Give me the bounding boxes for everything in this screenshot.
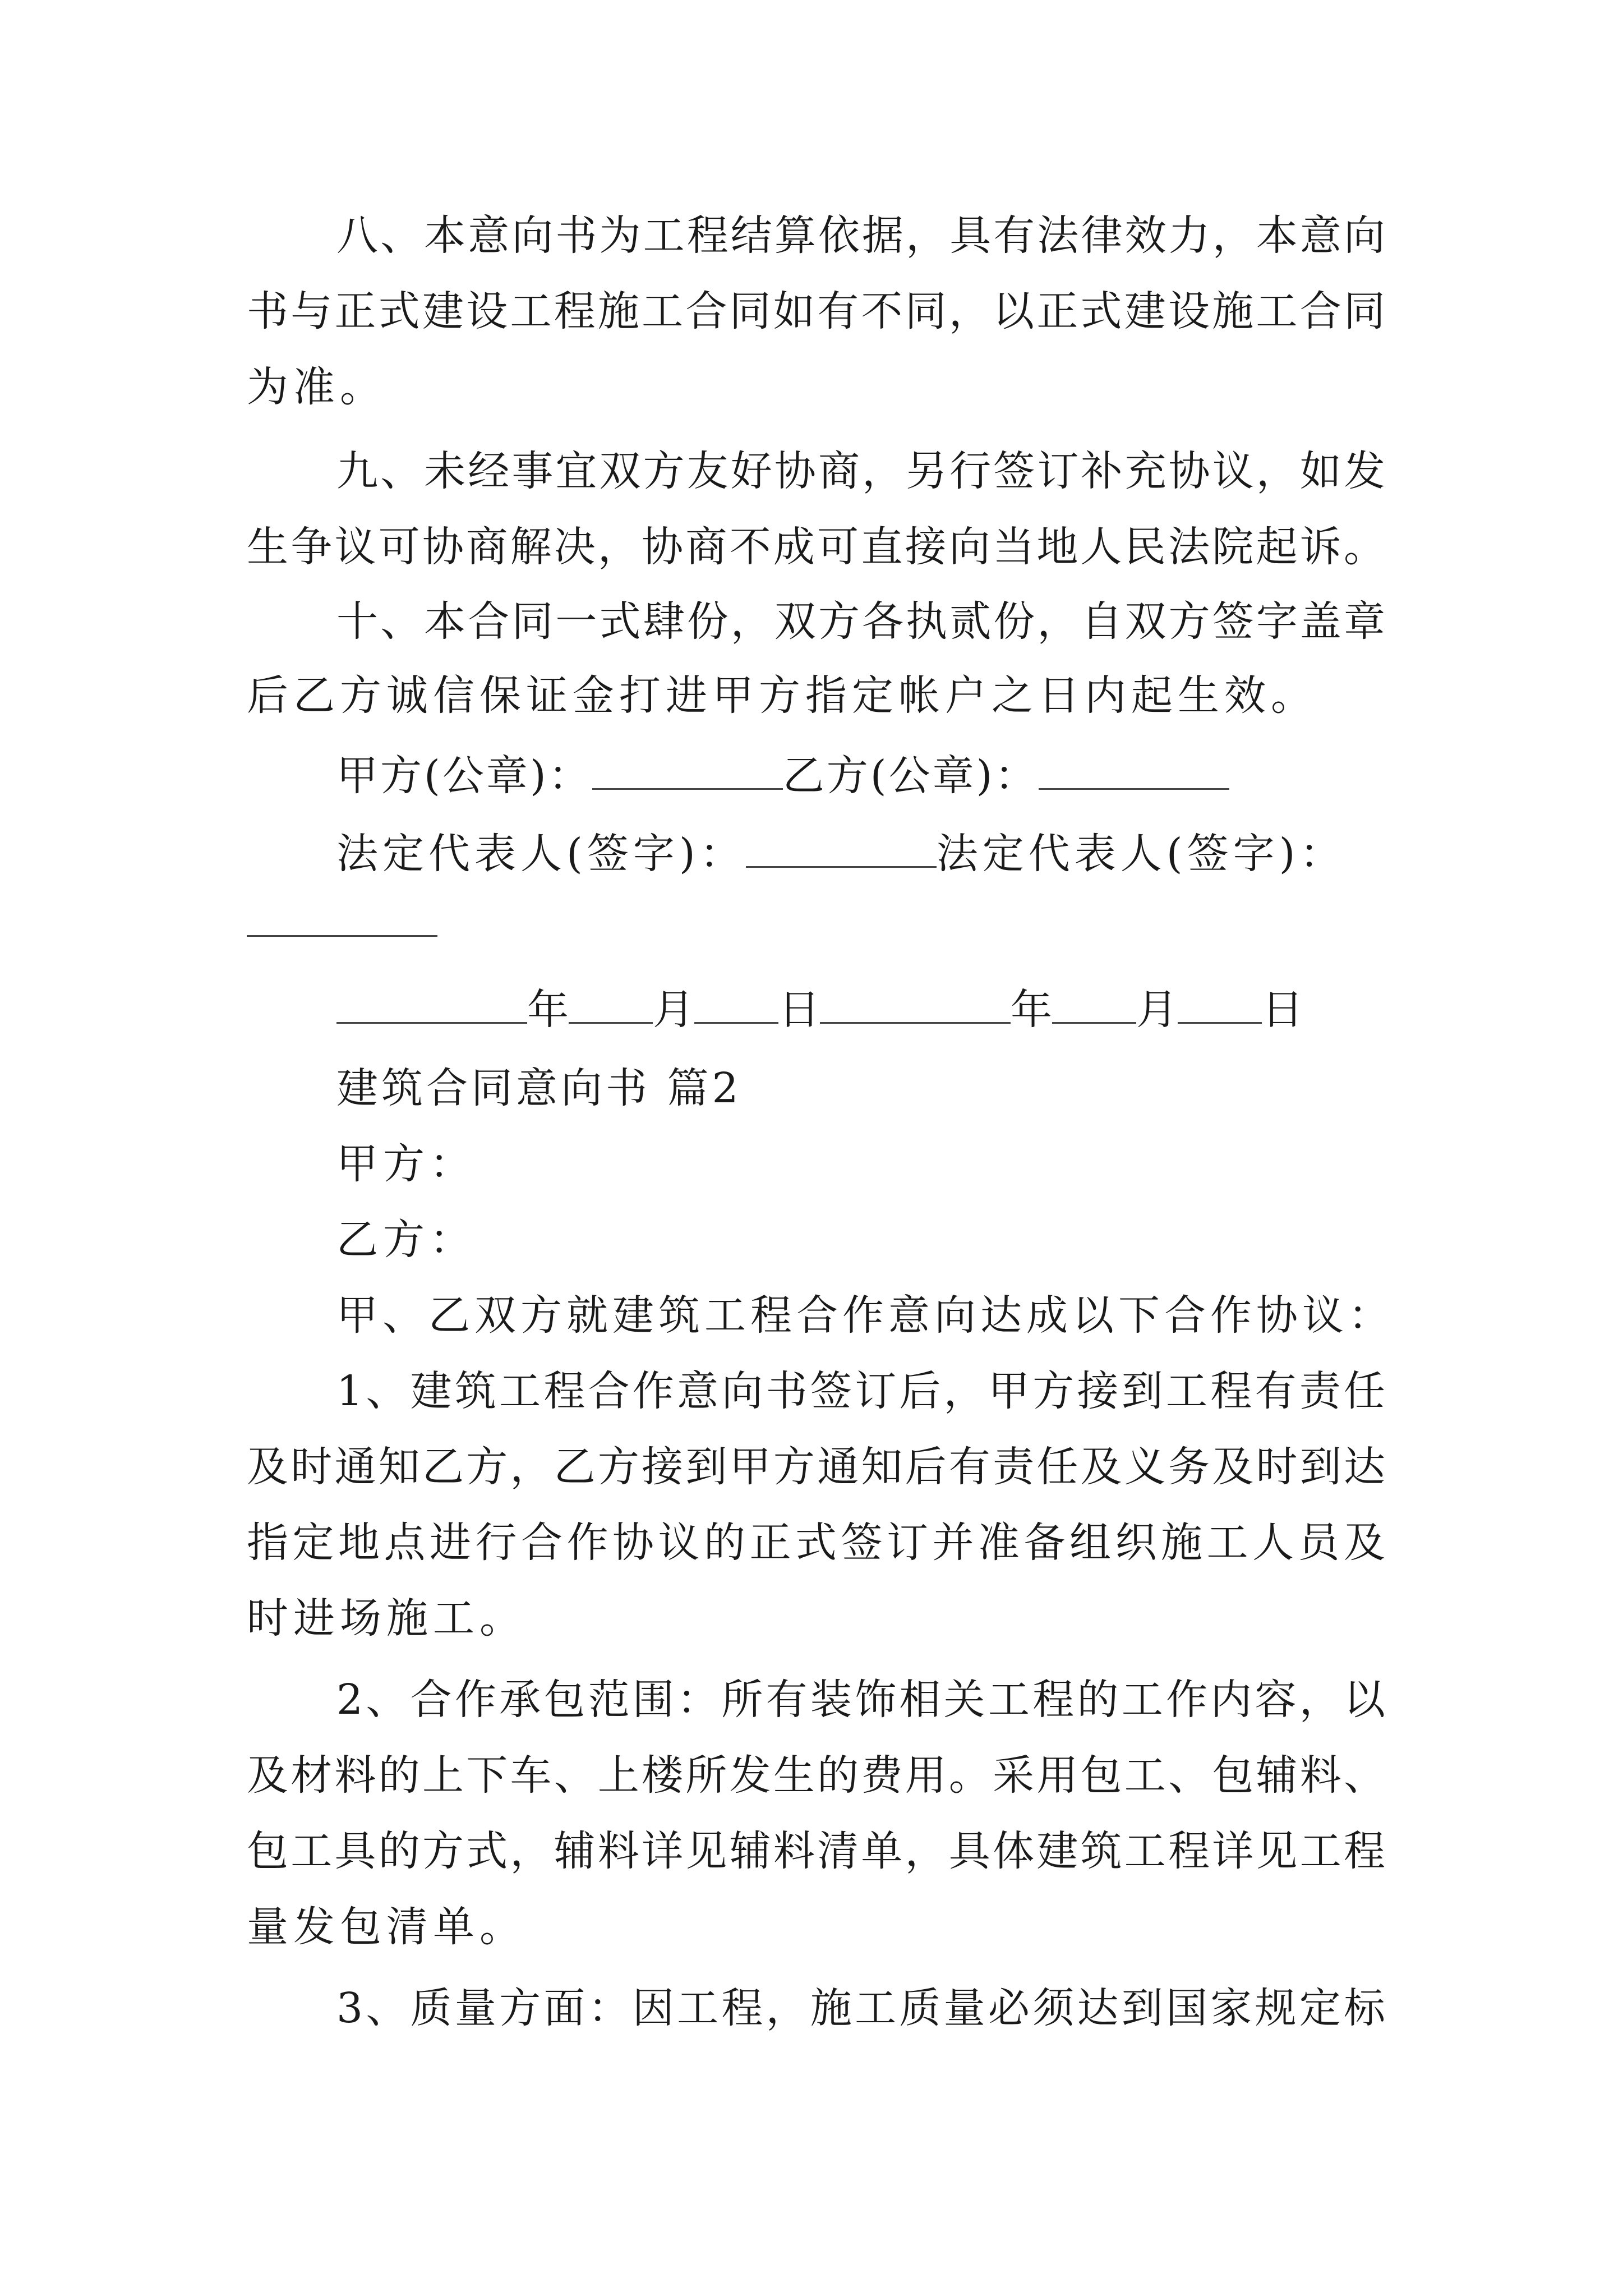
party-a-seal-label: 甲方(公章)： — [336, 752, 592, 800]
date-b-month: 月 — [1136, 986, 1178, 1034]
item-1-line-4: 时进场施工。 — [247, 1594, 526, 1642]
date-b-day-blank — [1178, 983, 1262, 1024]
party-a-seal-blank — [592, 749, 783, 790]
party-b-seal-label: 乙方(公章)： — [782, 752, 1039, 800]
rep-b-blank — [247, 896, 437, 937]
section-2-party-a: 甲方： — [336, 1140, 476, 1188]
date-b-year-blank — [820, 983, 1011, 1024]
rep-a-blank — [746, 827, 937, 868]
rep-b-blank-row — [247, 895, 437, 951]
date-a-day: 日 — [778, 986, 820, 1034]
item-1-line-2: 及时通知乙方，乙方接到甲方通知后有责任及义务及时到达 — [247, 1443, 1385, 1491]
item-2-line-4: 量发包清单。 — [247, 1903, 526, 1951]
date-row — [336, 982, 1303, 1038]
date-b-month-blank — [1052, 983, 1136, 1024]
date-a-year-blank — [336, 983, 527, 1024]
rep-b-label: 法定代表人(签字)： — [936, 830, 1346, 878]
item-1-line-1: 1、建筑工程合作意向书签订后，甲方接到工程有责任 — [336, 1367, 1385, 1415]
clause-8-line-3: 为准。 — [247, 363, 386, 411]
clause-9-line-1: 九、未经事宜双方友好协商，另行签订补充协议，如发 — [336, 447, 1385, 495]
clause-10-line-1: 十、本合同一式肆份，双方各执贰份，自双方签字盖章 — [336, 597, 1385, 646]
date-a-day-blank — [694, 983, 778, 1024]
date-a-month-blank — [569, 983, 653, 1024]
date-b-year: 年 — [1011, 986, 1052, 1034]
date-a-month: 月 — [653, 986, 694, 1034]
party-b-seal-blank — [1039, 749, 1229, 790]
item-1-line-3: 指定地点进行合作协议的正式签订并准备组织施工人员及 — [247, 1519, 1385, 1567]
seal-row — [336, 748, 1229, 804]
section-2-title: 建筑合同意向书 篇2 — [336, 1064, 742, 1112]
section-2-party-b: 乙方： — [336, 1216, 476, 1264]
date-a-year: 年 — [527, 986, 569, 1034]
item-2-line-3: 包工具的方式，辅料详见辅料清单，具体建筑工程详见工程 — [247, 1827, 1385, 1875]
clause-10-line-2: 后乙方诚信保证金打进甲方指定帐户之日内起生效。 — [247, 671, 1317, 720]
section-2-intro: 甲、乙双方就建筑工程合作意向达成以下合作协议： — [336, 1291, 1394, 1340]
clause-8-line-1: 八、本意向书为工程结算依据，具有法律效力，本意向 — [336, 211, 1385, 260]
representative-row — [336, 826, 1346, 882]
item-3-line-1: 3、质量方面：因工程，施工质量必须达到国家规定标 — [336, 1984, 1385, 2032]
item-2-line-1: 2、合作承包范围：所有装饰相关工程的工作内容，以 — [336, 1676, 1385, 1724]
clause-8-line-2: 书与正式建设工程施工合同如有不同，以正式建设施工合同 — [247, 287, 1385, 335]
rep-a-label: 法定代表人(签字)： — [336, 830, 746, 878]
item-2-line-2: 及材料的上下车、上楼所发生的费用。采用包工、包辅料、 — [247, 1751, 1385, 1800]
date-b-day: 日 — [1262, 986, 1303, 1034]
clause-9-line-2: 生争议可协商解决，协商不成可直接向当地人民法院起诉。 — [247, 523, 1385, 571]
